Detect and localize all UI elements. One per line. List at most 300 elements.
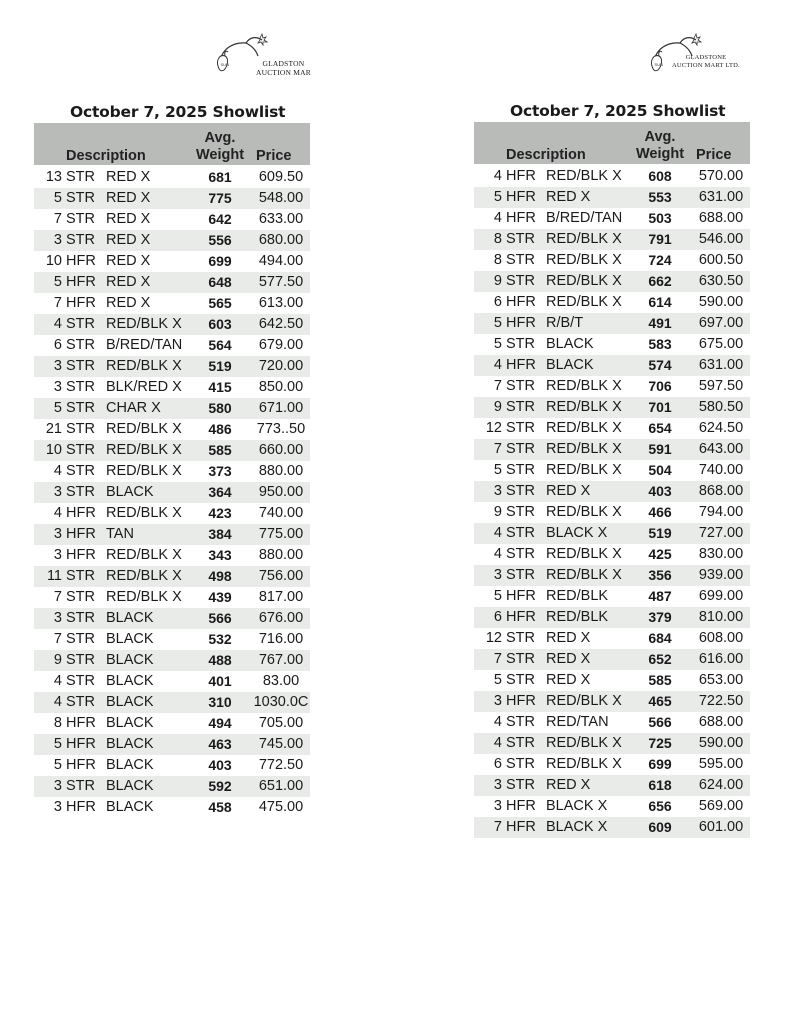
lot-price: 745.00 — [258, 736, 304, 752]
lot-quantity: 6 — [493, 609, 502, 625]
lot-sex: STR — [506, 399, 535, 415]
lot-sex: STR — [66, 652, 95, 668]
lot-sex: STR — [506, 714, 535, 730]
lot-avg-weight: 463 — [208, 736, 232, 752]
lot-color: BLACK X — [546, 798, 608, 814]
lot-avg-weight: 654 — [648, 420, 672, 436]
lot-quantity: 3 — [53, 778, 62, 794]
lot-price: 767.00 — [258, 652, 304, 668]
table-row — [34, 755, 310, 776]
table-row — [34, 440, 310, 461]
lot-avg-weight: 373 — [208, 463, 232, 479]
lot-price: 570.00 — [698, 168, 744, 184]
lot-quantity: 5 — [493, 336, 502, 352]
lot-sex: STR — [506, 735, 535, 751]
lot-sex: STR — [66, 358, 95, 374]
lot-avg-weight: 652 — [648, 651, 672, 667]
lot-quantity: 5 — [53, 190, 62, 206]
lot-color: RED X — [106, 190, 151, 206]
lot-price: 633.00 — [258, 211, 304, 227]
table-row — [34, 650, 310, 671]
table-row — [34, 734, 310, 755]
lot-sex: HFR — [66, 295, 96, 311]
lot-sex: HFR — [506, 189, 536, 205]
lot-quantity: 8 — [493, 231, 502, 247]
table-row — [474, 229, 750, 250]
table-row — [474, 649, 750, 670]
table-row — [34, 566, 310, 587]
lot-price: 688.00 — [698, 210, 744, 226]
lot-quantity: 3 — [53, 526, 62, 542]
table-row — [34, 692, 310, 713]
table-row — [34, 188, 310, 209]
lot-sex: STR — [506, 672, 535, 688]
lot-avg-weight: 532 — [208, 631, 232, 647]
lot-color: BLACK — [106, 715, 154, 731]
lot-avg-weight: 706 — [648, 378, 672, 394]
lot-color: RED/TAN — [546, 714, 609, 730]
lot-sex: STR — [66, 484, 95, 500]
lot-price: 577.50 — [258, 274, 304, 290]
lot-avg-weight: 379 — [648, 609, 672, 625]
header-price: Price — [256, 148, 292, 164]
lot-price: 775.00 — [258, 526, 304, 542]
lot-sex: STR — [66, 568, 95, 584]
lot-sex: HFR — [506, 315, 536, 331]
lot-quantity: 3 — [493, 567, 502, 583]
lot-price: 83.00 — [262, 673, 300, 689]
lot-price: 676.00 — [258, 610, 304, 626]
table-header — [474, 122, 750, 164]
lot-quantity: 13 — [45, 169, 62, 185]
lot-sex: STR — [66, 631, 95, 647]
lot-color: RED/BLK X — [106, 358, 182, 374]
header-avg-label: Avg. — [204, 130, 236, 146]
lot-quantity: 3 — [53, 799, 62, 815]
lot-color: RED/BLK X — [106, 442, 182, 458]
table-row — [34, 713, 310, 734]
lot-color: RED/BLK X — [546, 756, 622, 772]
lot-sex: STR — [66, 778, 95, 794]
lot-price: 950.00 — [258, 484, 304, 500]
lot-color: RED/BLK X — [106, 463, 182, 479]
lot-color: BLACK — [546, 336, 594, 352]
lot-quantity: 3 — [493, 693, 502, 709]
table-row — [474, 817, 750, 838]
table-row — [34, 671, 310, 692]
lot-color: RED/BLK X — [546, 399, 622, 415]
lot-price: 794.00 — [698, 504, 744, 520]
lot-avg-weight: 343 — [208, 547, 232, 563]
lot-price: 772.50 — [258, 757, 304, 773]
showlist-sheet-left — [34, 30, 310, 818]
header-price: Price — [696, 147, 732, 163]
lot-avg-weight: 519 — [208, 358, 232, 374]
lot-price: 697.00 — [698, 315, 744, 331]
lot-avg-weight: 423 — [208, 505, 232, 521]
lot-quantity: 7 — [493, 441, 502, 457]
lot-sex: STR — [506, 546, 535, 562]
lot-avg-weight: 491 — [648, 315, 672, 331]
lot-sex: STR — [66, 337, 95, 353]
lot-color: RED/BLK X — [546, 567, 622, 583]
lot-avg-weight: 425 — [648, 546, 672, 562]
lot-price: 642.50 — [258, 316, 304, 332]
lot-price: 810.00 — [698, 609, 744, 625]
lot-quantity: 8 — [493, 252, 502, 268]
lot-price: 595.00 — [698, 756, 744, 772]
lot-quantity: 3 — [53, 610, 62, 626]
lot-color: CHAR X — [106, 400, 161, 416]
lot-avg-weight: 592 — [208, 778, 232, 794]
lot-quantity: 9 — [493, 399, 502, 415]
lot-price: 880.00 — [258, 547, 304, 563]
lot-color: RED X — [546, 189, 591, 205]
table-row — [474, 670, 750, 691]
lot-quantity: 9 — [493, 504, 502, 520]
lot-sex: STR — [506, 525, 535, 541]
lot-sex: HFR — [506, 210, 536, 226]
lot-color: RED/BLK X — [546, 273, 622, 289]
lot-quantity: 4 — [53, 463, 62, 479]
lot-avg-weight: 662 — [648, 273, 672, 289]
table-row — [474, 376, 750, 397]
table-row — [34, 293, 310, 314]
table-row — [474, 544, 750, 565]
lot-color: RED X — [106, 169, 151, 185]
lot-sex: STR — [506, 567, 535, 583]
lot-avg-weight: 519 — [648, 525, 672, 541]
lot-avg-weight: 585 — [208, 442, 232, 458]
header-avg-weight — [628, 129, 692, 163]
lot-quantity: 11 — [46, 568, 62, 584]
lot-color: B/RED/TAN — [106, 337, 183, 353]
lot-avg-weight: 384 — [208, 526, 232, 542]
lot-price: 580.50 — [698, 399, 744, 415]
lot-color: BLACK X — [546, 819, 608, 835]
lot-color: BLACK — [106, 652, 154, 668]
lot-color: TAN — [106, 526, 134, 542]
lot-color: BLACK X — [546, 525, 608, 541]
lot-sex: HFR — [66, 715, 96, 731]
table-row — [474, 523, 750, 544]
lot-quantity: 3 — [493, 483, 502, 499]
lot-color: RED X — [106, 274, 151, 290]
lot-rows — [34, 167, 310, 818]
lot-rows — [474, 166, 750, 838]
lot-avg-weight: 791 — [648, 231, 672, 247]
lot-quantity: 4 — [493, 546, 502, 562]
lot-price: 679.00 — [258, 337, 304, 353]
lot-avg-weight: 486 — [208, 421, 232, 437]
table-row — [34, 503, 310, 524]
lot-avg-weight: 681 — [208, 169, 232, 185]
lot-sex: STR — [506, 504, 535, 520]
lot-color: RED/BLK — [546, 609, 609, 625]
lot-color: RED/BLK X — [546, 378, 622, 394]
lot-sex: STR — [506, 777, 535, 793]
logo-line-1: GLADSTONE — [685, 54, 727, 61]
lot-price: 597.50 — [698, 378, 744, 394]
lot-color: RED/BLK X — [546, 462, 622, 478]
logo-text — [672, 54, 740, 70]
table-row — [34, 335, 310, 356]
lot-sex: STR — [506, 420, 535, 436]
lot-sex: HFR — [66, 799, 96, 815]
lot-sex: STR — [506, 630, 535, 646]
lot-sex: STR — [66, 379, 95, 395]
lot-color: BLACK — [106, 757, 154, 773]
table-row — [34, 167, 310, 188]
lot-quantity: 3 — [53, 232, 62, 248]
lot-price: 548.00 — [258, 190, 304, 206]
lot-quantity: 12 — [485, 420, 502, 436]
lot-quantity: 4 — [493, 168, 502, 184]
lot-avg-weight: 566 — [208, 610, 232, 626]
lot-color: RED X — [106, 232, 151, 248]
lot-color: RED X — [546, 651, 591, 667]
lot-color: RED/BLK X — [106, 421, 182, 437]
lot-price: 590.00 — [698, 735, 744, 751]
table-row — [474, 754, 750, 775]
lot-quantity: 4 — [493, 714, 502, 730]
lot-price: 850.00 — [258, 379, 304, 395]
lot-avg-weight: 614 — [648, 294, 672, 310]
svg-text:SUN: SUN — [220, 62, 229, 67]
lot-sex: STR — [506, 273, 535, 289]
lot-sex: STR — [66, 589, 95, 605]
lot-sex: HFR — [506, 609, 536, 625]
lot-price: 608.00 — [698, 630, 744, 646]
lot-avg-weight: 725 — [648, 735, 672, 751]
table-row — [474, 460, 750, 481]
lot-price: 830.00 — [698, 546, 744, 562]
lot-sex: STR — [66, 211, 95, 227]
showlist-sheet-right — [474, 30, 750, 838]
lot-sex: STR — [66, 169, 95, 185]
lot-price: 699.00 — [698, 588, 744, 604]
lot-sex: HFR — [66, 274, 96, 290]
logo-line-2: AUCTION MAR — [256, 68, 311, 77]
lot-avg-weight: 603 — [208, 316, 232, 332]
lot-sex: STR — [506, 756, 535, 772]
lot-avg-weight: 403 — [208, 757, 232, 773]
table-row — [34, 419, 310, 440]
lot-quantity: 6 — [493, 294, 502, 310]
lot-avg-weight: 699 — [208, 253, 232, 269]
lot-quantity: 7 — [53, 295, 62, 311]
lot-price: 756.00 — [258, 568, 304, 584]
table-row — [34, 377, 310, 398]
table-row — [34, 545, 310, 566]
header-weight-label: Weight — [635, 146, 685, 162]
lot-sex: STR — [506, 441, 535, 457]
lot-color: RED/BLK X — [546, 231, 622, 247]
table-row — [34, 314, 310, 335]
lot-avg-weight: 775 — [208, 190, 232, 206]
lot-sex: STR — [66, 463, 95, 479]
lot-quantity: 3 — [53, 358, 62, 374]
lot-sex: HFR — [506, 693, 536, 709]
lot-color: BLACK — [106, 673, 154, 689]
lot-avg-weight: 564 — [208, 337, 232, 353]
lot-sex: STR — [66, 232, 95, 248]
lot-price: 631.00 — [698, 357, 744, 373]
lot-sex: STR — [66, 400, 95, 416]
lot-color: RED/BLK X — [546, 546, 622, 562]
table-row — [474, 187, 750, 208]
lot-avg-weight: 724 — [648, 252, 672, 268]
lot-quantity: 5 — [53, 736, 62, 752]
lot-color: RED/BLK X — [106, 568, 182, 584]
table-row — [474, 271, 750, 292]
lot-sex: STR — [506, 462, 535, 478]
lot-price: 705.00 — [258, 715, 304, 731]
lot-color: BLACK — [106, 484, 154, 500]
lot-quantity: 8 — [53, 715, 62, 731]
lot-avg-weight: 553 — [648, 189, 672, 205]
lot-color: BLACK — [546, 357, 594, 373]
lot-sex: STR — [66, 421, 95, 437]
lot-color: BLACK — [106, 631, 154, 647]
lot-avg-weight: 574 — [648, 357, 672, 373]
lot-color: BLACK — [106, 694, 154, 710]
table-row — [474, 250, 750, 271]
lot-sex: HFR — [66, 253, 96, 269]
lot-avg-weight: 556 — [208, 232, 232, 248]
table-row — [34, 398, 310, 419]
lot-quantity: 3 — [493, 798, 502, 814]
lot-quantity: 6 — [53, 337, 62, 353]
lot-quantity: 9 — [53, 652, 62, 668]
lot-quantity: 21 — [45, 421, 62, 437]
lot-avg-weight: 458 — [208, 799, 232, 815]
table-row — [34, 356, 310, 377]
lot-sex: STR — [506, 651, 535, 667]
lot-price: 624.00 — [698, 777, 744, 793]
lot-color: BLACK — [106, 736, 154, 752]
lot-avg-weight: 684 — [648, 630, 672, 646]
lot-quantity: 4 — [53, 316, 62, 332]
lot-color: RED/BLK X — [546, 735, 622, 751]
lot-price: 613.00 — [258, 295, 304, 311]
table-row — [474, 691, 750, 712]
lot-color: RED X — [546, 483, 591, 499]
lot-avg-weight: 504 — [648, 462, 672, 478]
showlist-title: October 7, 2025 Showlist — [70, 103, 286, 121]
lot-price: 630.50 — [698, 273, 744, 289]
lot-sex: HFR — [66, 757, 96, 773]
lot-price: 773..50 — [256, 421, 306, 437]
lot-quantity: 4 — [493, 525, 502, 541]
lot-color: RED X — [546, 777, 591, 793]
lot-price: 546.00 — [698, 231, 744, 247]
lot-color: RED/BLK X — [106, 589, 182, 605]
table-row — [474, 775, 750, 796]
table-row — [474, 334, 750, 355]
lot-quantity: 9 — [493, 273, 502, 289]
lot-sex: STR — [66, 442, 95, 458]
lot-avg-weight: 583 — [648, 336, 672, 352]
lot-quantity: 5 — [493, 189, 502, 205]
table-row — [474, 628, 750, 649]
header-description: Description — [66, 148, 146, 164]
lot-quantity: 7 — [493, 819, 502, 835]
lot-price: 590.00 — [698, 294, 744, 310]
lot-price: 616.00 — [698, 651, 744, 667]
lot-sex: HFR — [506, 588, 536, 604]
lot-avg-weight: 585 — [648, 672, 672, 688]
table-row — [474, 439, 750, 460]
table-row — [474, 607, 750, 628]
lot-price: 817.00 — [258, 589, 304, 605]
lot-color: RED/BLK — [546, 588, 609, 604]
lot-sex: HFR — [506, 798, 536, 814]
lot-avg-weight: 608 — [648, 168, 672, 184]
table-row — [474, 712, 750, 733]
lot-avg-weight: 403 — [648, 483, 672, 499]
lot-sex: HFR — [506, 357, 536, 373]
lot-price: 722.50 — [698, 693, 744, 709]
lot-quantity: 6 — [493, 756, 502, 772]
lot-quantity: 7 — [493, 651, 502, 667]
header-avg-label: Avg. — [644, 129, 676, 145]
lot-quantity: 5 — [53, 274, 62, 290]
lot-color: RED X — [106, 211, 151, 227]
lot-color: RED X — [106, 295, 151, 311]
lot-price: 609.50 — [258, 169, 304, 185]
lot-sex: STR — [506, 378, 535, 394]
lot-price: 475.00 — [258, 799, 304, 815]
lot-price: 660.00 — [258, 442, 304, 458]
table-row — [474, 418, 750, 439]
svg-text:SUN: SUN — [654, 62, 663, 67]
lot-avg-weight: 701 — [648, 399, 672, 415]
lot-sex: HFR — [66, 736, 96, 752]
lot-avg-weight: 699 — [648, 756, 672, 772]
lot-quantity: 5 — [493, 315, 502, 331]
table-row — [34, 482, 310, 503]
lot-color: RED/BLK X — [106, 505, 182, 521]
lot-quantity: 10 — [45, 442, 62, 458]
lot-sex: HFR — [506, 819, 536, 835]
table-row — [474, 292, 750, 313]
lot-color: B/RED/TAN — [546, 210, 623, 226]
table-row — [474, 397, 750, 418]
table-row — [34, 209, 310, 230]
lot-avg-weight: 439 — [208, 589, 232, 605]
table-row — [474, 733, 750, 754]
header-description: Description — [506, 147, 586, 163]
lot-sex: HFR — [66, 526, 96, 542]
table-row — [474, 586, 750, 607]
lot-price: 716.00 — [258, 631, 304, 647]
lot-price: 631.00 — [698, 189, 744, 205]
lot-sex: HFR — [506, 294, 536, 310]
lot-color: BLACK — [106, 799, 154, 815]
lot-quantity: 5 — [53, 757, 62, 773]
lot-quantity: 7 — [53, 631, 62, 647]
lot-quantity: 5 — [493, 462, 502, 478]
lot-quantity: 3 — [53, 379, 62, 395]
lot-price: 600.50 — [698, 252, 744, 268]
lot-avg-weight: 618 — [648, 777, 672, 793]
lot-avg-weight: 487 — [648, 588, 672, 604]
table-row — [474, 313, 750, 334]
lot-color: RED X — [546, 630, 591, 646]
table-row — [34, 608, 310, 629]
lot-color: RED/BLK X — [546, 252, 622, 268]
